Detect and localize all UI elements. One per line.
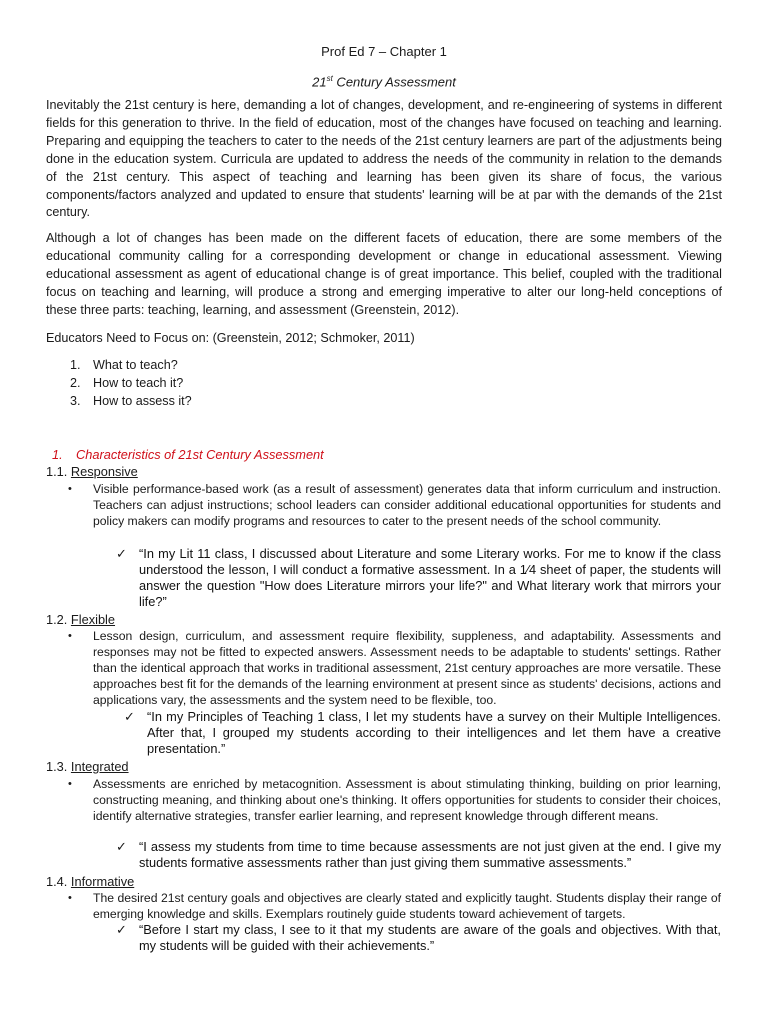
focus-item: 3. How to assess it? — [70, 394, 192, 408]
subsection-heading-integrated: 1.3. Integrated — [46, 759, 129, 774]
subsection-heading-informative: 1.4. Informative — [46, 874, 135, 889]
focus-item: 1. What to teach? — [70, 358, 178, 372]
bullet-icon: • — [68, 483, 72, 495]
bullet-icon: • — [68, 778, 72, 790]
checkmark-icon: ✓ — [116, 546, 127, 561]
bullet-text: Lesson design, curriculum, and assessment require flexibility, suppleness, and adaptability. Assessments and responses may not be fitted to expected answers. Assessment needs to be adaptable to students' settings. Rather than the identical approach that works in traditional assessment, 21st century approaches are more versatile. These approaches best fit for the demands of the learning environment at present since as students' decisions, actions and applications vary, the assessments and the system need to be flexible, too. — [93, 629, 721, 707]
subsection-heading-responsive: 1.1. Responsive — [46, 464, 138, 479]
bullet-text: Assessments are enriched by metacognition. Assessment is about stimulating thinking, building on prior learning, constructing meaning, and thinking about one's thinking. It offers opportunities for students to consider their choices, identify alternative strategies, transfer earlier learning, and represent knowledge through different means. — [93, 777, 721, 823]
quote-text: “I assess my students from time to time because assessments are not just given at the end. I give my students formative assessments rather than just giving them summative assessments.” — [139, 839, 721, 870]
subtitle-superscript: st — [326, 74, 333, 83]
quote-text: “In my Principles of Teaching 1 class, I let my students have a survey on their Multiple Intelligences. After that, I grouped my students according to their intelligences and let them have a creative presentation.” — [147, 709, 721, 756]
bullet-icon: • — [68, 630, 72, 642]
focus-heading: Educators Need to Focus on: (Greenstein, 2012; Schmoker, 2011) — [46, 331, 415, 345]
bullet-icon: • — [68, 892, 72, 904]
intro-paragraph-1: Inevitably the 21st century is here, demanding a lot of changes, development, and re-engineering of systems in different fields for this generation to thrive. In the field of education, most of the changes have focused on teaching and learning. Preparing and equipping the teachers to cater to the needs of the 21st century learners are part of the adjustments being done in the education system. Curricula are updated to address the needs of the community in relation to the demands of the 21st century. This aspect of teaching and learning has been given its share of focus, the various components/factors analyzed and updated to ensure that students' learning will be at par with the demands of the 21st century. — [46, 98, 722, 220]
section-heading: 1. Characteristics of 21st Century Assessment — [52, 447, 324, 462]
intro-paragraph-2: Although a lot of changes has been made on the different facets of education, there are some members of the educational community calling for a corresponding development or change in educational assessment. Viewing educational assessment as agent of educational change is of great importance. This belief, coupled with the traditional focus on teaching and learning, will produce a strong and emerging imperative to alter our long-held conceptions of these three parts: teaching, learning, and assessment (Greenstein, 2012). — [46, 231, 722, 317]
document-title: Prof Ed 7 – Chapter 1 — [321, 44, 447, 59]
subtitle-number: 21 — [312, 74, 327, 90]
document-subtitle — [0, 71, 768, 90]
checkmark-icon: ✓ — [116, 922, 127, 937]
bullet-text: The desired 21st century goals and objectives are clearly stated and explicitly taught. Students display their range of emerging knowledge and skills. Exemplars routinely guide students toward achievement of targets. — [93, 891, 721, 921]
quote-text: “Before I start my class, I see to it that my students are aware of the goals and objectives. With that, my students will be guided with their achievements.” — [139, 922, 721, 953]
focus-item: 2. How to teach it? — [70, 376, 184, 390]
quote-text: “In my Lit 11 class, I discussed about Literature and some Literary works. For me to know if the class understood the lesson, I will conduct a formative assessment. In a 1⁄4 sheet of paper, the students will answer the question "How does Literature mirrors your life?" and What literary work that mirrors your life?” — [139, 546, 721, 609]
checkmark-icon: ✓ — [116, 839, 127, 854]
subsection-heading-flexible: 1.2. Flexible — [46, 612, 116, 627]
bullet-text: Visible performance-based work (as a result of assessment) generates data that inform curriculum and instruction. Teachers can adjust instructions; school leaders can consider additional educational opportunities for students and policy makers can modify programs and resources to cater to the present needs of the school community. — [93, 482, 721, 528]
checkmark-icon: ✓ — [124, 709, 135, 724]
subtitle-text: Century Assessment — [332, 74, 456, 90]
